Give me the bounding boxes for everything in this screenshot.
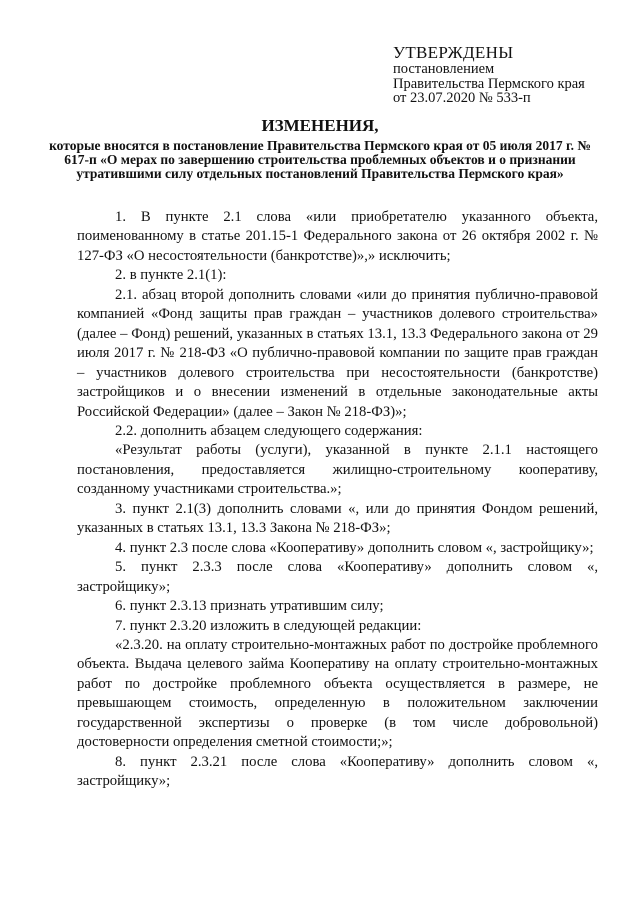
paragraph: «2.3.20. на оплату строительно-монтажных работ по достройке проблемного объекта. Выдача целевого займа Кооперативу на оплату строительно-монтажных работ по достройке проблемного объекта осуществляется в размере, не превышающем стоимость, определенную в положительном заключении государственной экспертизы о проверке (в том числе добровольной) достоверности определения сметной стоимости;»; — [77, 636, 598, 751]
paragraph: «Результат работы (услуги), указанной в пункте 2.1.1 настоящего постановления, предоставляется жилищно-строительному кооперативу, созданному участниками строительства.»; — [77, 442, 598, 498]
paragraph: 2.1. абзац второй дополнить словами «или до принятия публично-правовой компанией «Фонд защиты прав граждан – участников долевого строительства» (далее – Фонд) решений, указанных в статьях 13.1, 13.3 Федерального закона от 29 июля 2017 г. № 218-ФЗ «О публично-правовой компании по защите прав граждан – участников долевого строительства при несостоятельности (банкротстве) застройщиков и о внесении изменений в отдельные законодательные акты Российской Федерации» (далее – Закон № 218-ФЗ)»; — [77, 286, 598, 420]
document-body — [77, 208, 598, 792]
paragraph: 2. в пункте 2.1(1): — [115, 267, 227, 284]
paragraph: 8. пункт 2.3.21 после слова «Кооперативу» дополнить словом «, застройщику»; — [77, 753, 598, 790]
paragraph: 7. пункт 2.3.20 изложить в следующей редакции: — [115, 617, 422, 634]
approval-heading: УТВЕРЖДЕНЫ — [393, 43, 514, 62]
paragraph: 6. пункт 2.3.13 признать утратившим силу; — [115, 598, 384, 615]
paragraph: 1. В пункте 2.1 слова «или приобретателю указанного объекта, поименованному в статье 201.15-1 Федерального закона от 26 октября 2002 г. № 127-ФЗ «О несостоятельности (банкротстве)»,» исключить; — [77, 209, 598, 264]
approval-line: от 23.07.2020 № 533-п — [393, 90, 531, 106]
approval-stamp — [393, 44, 628, 106]
approval-line: постановлением — [393, 61, 495, 77]
document-title: ИЗМЕНЕНИЯ, — [261, 116, 379, 135]
document-subtitle: которые вносятся в постановление Правительства Пермского края от 05 июля 2017 г. № 617-п «О мерах по завершению строительства проблемных объектов и о признании утратившими силу отдельных постановлений Правительства Пермского края» — [49, 138, 591, 181]
paragraph: 5. пункт 2.3.3 после слова «Кооперативу» дополнить словом «, застройщику»; — [77, 559, 598, 595]
paragraph: 4. пункт 2.3 после слова «Кооперативу» дополнить словом «, застройщику»; — [115, 539, 594, 556]
approval-line: Правительства Пермского края — [393, 75, 585, 92]
paragraph: 2.2. дополнить абзацем следующего содержания: — [115, 422, 423, 439]
paragraph: 3. пункт 2.1(3) дополнить словами «, или до принятия Фондом решений, указанных в статьях 13.1, 13.3 Закона № 218-ФЗ»; — [77, 500, 598, 537]
